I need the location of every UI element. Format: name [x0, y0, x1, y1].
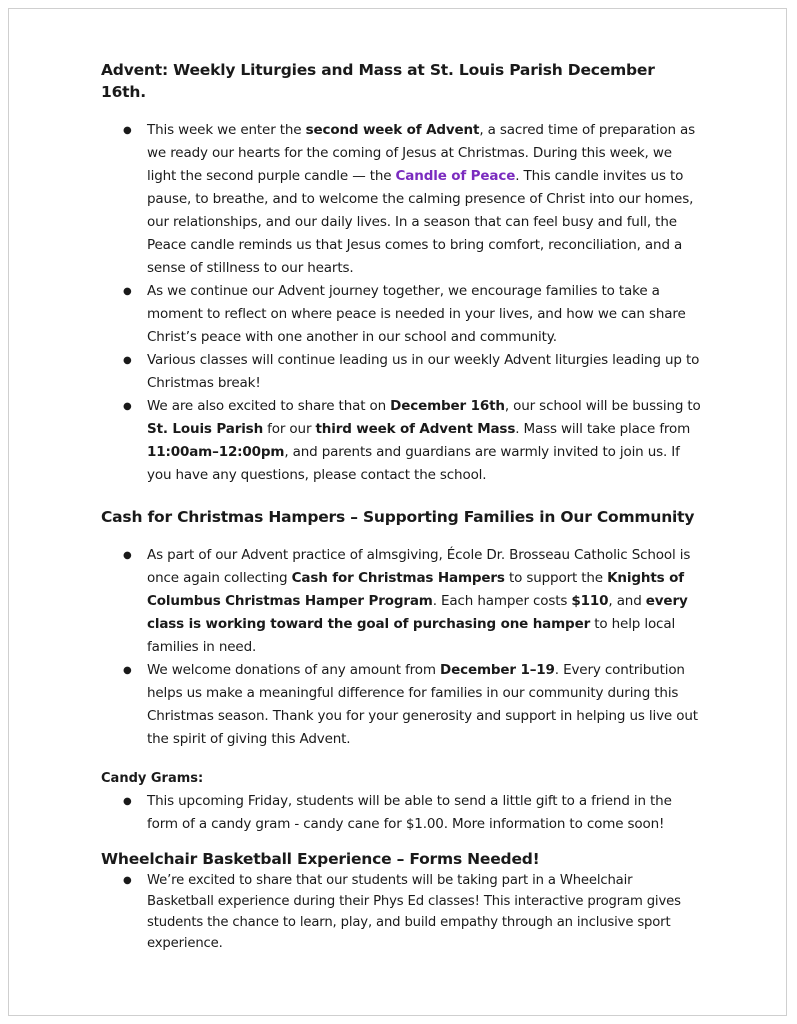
bold-text: Knights of Columbus Christmas Hamper Program: [147, 570, 684, 609]
document-page: [8, 8, 787, 1016]
bold-text: every class is working toward the goal of purchasing one hamper: [147, 593, 688, 632]
text-run: , our school will be bussing to: [504, 398, 701, 414]
list-item: [101, 119, 701, 280]
bold-text: 11:00am–12:00pm: [147, 444, 285, 460]
text-run: We’re excited to share that our students will be taking part in a Wheelchair Basketball experience during their Phys Ed classes! This interactive program gives students the chance to learn, play, and build empathy through an inclusive sport experience.: [147, 873, 681, 951]
text-run: . Every contribution helps us make a meaningful difference for families in our community during this Christmas season. Thank you for your generosity and support in helping us live out the spirit of giving this Advent.: [147, 662, 698, 747]
list-item: [101, 395, 701, 487]
text-run: . This candle invites us to pause, to breathe, and to welcome the calming presence of Christ into our homes, our relationships, and our daily lives. In a season that can feel busy and full, the Peace candle reminds us that Jesus comes to bring comfort, reconciliation, and a sense of stillness to our hearts.: [147, 168, 694, 276]
wheelchair-bullet-list: [101, 870, 701, 954]
bullet-icon: ●: [123, 665, 132, 676]
bullet-icon: ●: [123, 550, 132, 561]
text-run: This week we enter the: [147, 122, 306, 138]
bold-text: $110: [571, 593, 609, 609]
bold-text: December 16th: [390, 398, 505, 414]
text-run: . Each hamper costs: [432, 593, 572, 609]
bullet-icon: ●: [123, 125, 132, 136]
bold-text: Cash for Christmas Hampers: [291, 570, 505, 586]
wheelchair-basketball-title: Wheelchair Basketball Experience – Forms Needed!: [101, 850, 540, 868]
text-run: for our: [263, 421, 316, 437]
text-run: , a sacred time of preparation as we ready our hearts for the coming of Jesus at Christmas. During this week, we light the second purple candle — the: [147, 122, 696, 184]
text-run: . Mass will take place from: [515, 421, 691, 437]
hampers-bullet-list: [101, 544, 701, 751]
newsletter-content: [101, 59, 701, 954]
list-item: [101, 790, 701, 836]
text-run: This upcoming Friday, students will be able to send a little gift to a friend in the form of a candy gram - candy cane for $1.00. More information to come soon!: [147, 793, 672, 832]
text-run: As part of our Advent practice of almsgiving, École Dr. Brosseau Catholic School is once again collecting: [147, 547, 691, 586]
bold-text: St. Louis Parish: [147, 421, 264, 437]
text-run: , and parents and guardians are warmly invited to join us. If you have any questions, please contact the school.: [147, 444, 680, 483]
candy-grams-title: Candy Grams:: [101, 771, 204, 786]
bold-text: December 1–19: [440, 662, 555, 678]
text-run: to help local families in need.: [147, 616, 676, 655]
bold-text: third week of Advent Mass: [315, 421, 516, 437]
bullet-icon: ●: [123, 401, 132, 412]
bullet-icon: ●: [123, 355, 132, 366]
bold-text: second week of Advent: [305, 122, 480, 138]
text-run: We welcome donations of any amount from: [147, 662, 441, 678]
candle-of-peace-highlight: Candle of Peace: [395, 168, 516, 184]
bullet-icon: ●: [123, 286, 132, 297]
text-run: to support the: [504, 570, 608, 586]
text-run: As we continue our Advent journey together, we encourage families to take a moment to reflect on where peace is needed in your lives, and how we can share Christ’s peace with one another in our school and community.: [147, 283, 686, 345]
list-item: [101, 349, 701, 395]
advent-section-title: Advent: Weekly Liturgies and Mass at St. Louis Parish December 16th.: [101, 61, 655, 101]
text-run: , and: [608, 593, 646, 609]
bullet-icon: ●: [123, 875, 132, 886]
text-run: Various classes will continue leading us in our weekly Advent liturgies leading up to Christmas break!: [147, 352, 700, 391]
hampers-section-title: Cash for Christmas Hampers – Supporting Families in Our Community: [101, 508, 695, 526]
text-run: We are also excited to share that on: [147, 398, 391, 414]
list-item: [101, 659, 701, 751]
list-item: [101, 544, 701, 659]
advent-bullet-list: [101, 119, 701, 487]
list-item: [101, 870, 701, 954]
candy-grams-bullet-list: [101, 790, 701, 836]
list-item: [101, 280, 701, 349]
bullet-icon: ●: [123, 796, 132, 807]
